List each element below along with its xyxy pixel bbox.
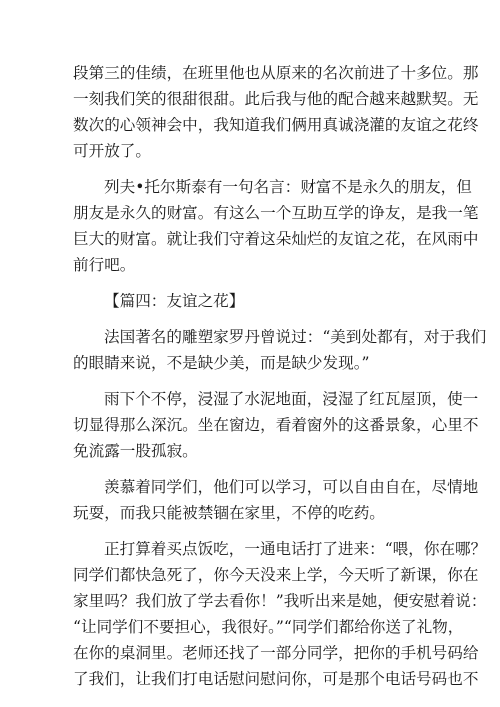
text-line: “让同学们不要担心，我很好。”“同学们都给你送了礼物， [73,618,464,636]
text-line: 切显得那么深沉。坐在窗边，看着窗外的这番景象，心里不 [73,416,479,434]
text-line: 可开放了。 [73,142,151,160]
text-line: 正打算着买点饭吃，一通电话打了进来：“喂，你在哪？ [104,540,487,558]
text-line: 羡慕着同学们，他们可以学习，可以自由自在，尽情地 [104,478,479,496]
text-line: 数次的心领神会中，我知道我们俩用真诚浇灌的友谊之花终 [73,116,479,134]
paragraph-1 [73,60,479,164]
text-line: 在你的桌洞里。老师还找了一部分同学，把你的手机号码给 [73,644,479,662]
text-line: 免流露一股孤寂。 [73,442,198,460]
text-line: 朋友是永久的财富。有这么一个互助互学的诤友，是我一笔 [73,204,479,222]
text-line: 的眼睛来说，不是缺少美，而是缺少发现。” [73,354,370,372]
text-line: 雨下个不停，浸湿了水泥地面，浸湿了红瓦屋顶，使一 [104,390,479,408]
text-line: 家里吗？我们放了学去看你！”我听出来是她，便安慰着说： [73,592,487,610]
text-line: 一刻我们笑的很甜很甜。此后我与他的配合越来越默契。无 [73,90,479,108]
section-title: 【篇四：友谊之花】 [104,292,245,310]
paragraph-2 [73,174,479,278]
text-line: 法国著名的雕塑家罗丹曾说过：“美到处都有，对于我们 [104,328,487,346]
section-heading [73,288,435,314]
paragraph-3 [73,324,487,376]
paragraph-4 [73,386,479,464]
text-line: 段第三的佳绩，在班里他也从原来的名次前进了十多位。那 [73,64,479,82]
text-line: 同学们都快急死了，你今天没来上学，今天听了新课，你在 [73,566,479,584]
text-line: 了我们，让我们打电话慰问慰问你，可是那个电话号码也不 [73,670,479,688]
text-line: 玩耍，而我只能被禁锢在家里，不停的吃药。 [73,504,385,522]
text-line: 列夫•托尔斯泰有一句名言：财富不是永久的朋友，但 [104,178,472,196]
text-line: 巨大的财富。就让我们守着这朵灿烂的友谊之花，在风雨中 [73,230,479,248]
document-page [73,60,487,692]
paragraph-6 [73,536,487,692]
paragraph-5 [73,474,479,526]
text-line: 前行吧。 [73,256,136,274]
